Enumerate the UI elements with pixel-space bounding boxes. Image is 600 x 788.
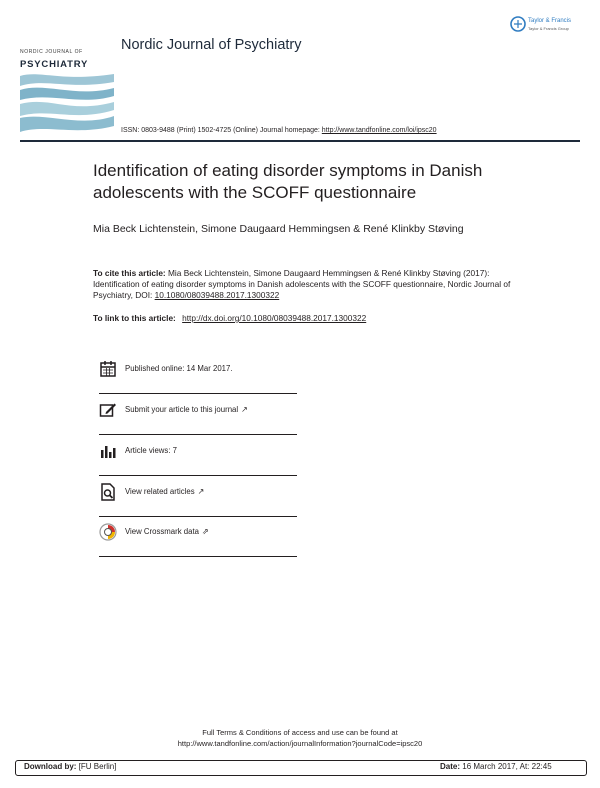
- download-date-value: 16 March 2017, At: 22:45: [462, 762, 552, 771]
- submit-article-label: Submit your article to this journal: [125, 405, 239, 414]
- calendar-icon: [99, 360, 117, 378]
- downloaded-by: [24, 762, 116, 771]
- journal-homepage-link[interactable]: http://www.tandfonline.com/loi/ipsc20: [321, 127, 437, 134]
- external-link-icon: ↗: [197, 487, 205, 496]
- article-views-count: Article views: 7: [125, 446, 177, 455]
- terms-line-1: Full Terms & Conditions of access and use can be found at: [202, 728, 398, 737]
- cover-wave-graphic: [20, 68, 114, 136]
- published-row: [99, 360, 297, 400]
- crossmark-external-icon: ⇗: [201, 527, 209, 536]
- bar-chart-icon: [99, 442, 117, 460]
- crossmark-link[interactable]: [125, 527, 209, 536]
- citation-block: [93, 268, 513, 302]
- article-views-row: [99, 442, 297, 482]
- cite-label: To cite this article:: [93, 268, 166, 278]
- crossmark-row[interactable]: [99, 523, 297, 563]
- link-label: To link to this article:: [93, 313, 176, 323]
- publisher-icon: [510, 16, 526, 32]
- article-link-line: [93, 313, 366, 323]
- submit-article-row[interactable]: [99, 401, 297, 441]
- downloaded-by-label: Download by:: [24, 762, 77, 771]
- download-info-box: [15, 760, 587, 776]
- terms-url-link[interactable]: http://www.tandfonline.com/action/journalInformation?journalCode=ipsc20: [177, 739, 423, 748]
- crossmark-label: View Crossmark data: [125, 527, 199, 536]
- download-date-label: Date:: [440, 762, 461, 771]
- external-link-icon: ↗: [241, 405, 248, 414]
- header-divider: [20, 140, 580, 142]
- crossmark-icon: [99, 523, 117, 541]
- divider: [99, 475, 297, 476]
- doi-link[interactable]: 10.1080/08039488.2017.1300322: [154, 290, 280, 301]
- cover-big-text: PSYCHIATRY: [20, 59, 89, 70]
- article-url-link[interactable]: http://dx.doi.org/10.1080/08039488.2017.1300322: [182, 313, 367, 323]
- document-search-icon: [99, 483, 117, 501]
- related-articles-link[interactable]: [125, 487, 204, 496]
- downloaded-by-value: [FU Berlin]: [78, 762, 117, 771]
- issn-line: [121, 127, 437, 134]
- published-date: Published online: 14 Mar 2017.: [125, 364, 233, 373]
- download-date: [440, 762, 552, 771]
- divider: [99, 434, 297, 435]
- publisher-tagline: Taylor & Francis Group: [528, 26, 569, 31]
- edit-icon: [99, 401, 117, 419]
- issn-text: ISSN: 0803-9488 (Print) 1502-4725 (Online) Journal homepage:: [121, 127, 320, 134]
- related-articles-label: View related articles: [125, 487, 195, 496]
- terms-notice: [0, 727, 600, 749]
- submit-article-link[interactable]: [125, 405, 248, 414]
- article-authors: Mia Beck Lichtenstein, Simone Daugaard Hemmingsen & René Klinkby Støving: [93, 223, 464, 235]
- divider: [99, 393, 297, 394]
- publisher-logo[interactable]: [510, 16, 585, 36]
- divider: [99, 556, 297, 557]
- related-articles-row[interactable]: [99, 483, 297, 523]
- journal-title[interactable]: Nordic Journal of Psychiatry: [121, 37, 302, 53]
- publisher-name: Taylor & Francis: [528, 18, 572, 24]
- divider: [99, 516, 297, 517]
- article-title: Identification of eating disorder symptoms in Danish adolescents with the SCOFF questionnaire: [93, 161, 483, 202]
- cite-text: Mia Beck Lichtenstein, Simone Daugaard Hemmingsen & René Klinkby Støving (2017): Identification of eating disorder symptoms in Danish adolescents with the SCOFF questionnaire, Nordic Journal of Psychiatry, DOI:: [93, 268, 511, 301]
- journal-cover-image: [20, 40, 114, 136]
- cover-small-text: NORDIC JOURNAL OF: [20, 49, 83, 55]
